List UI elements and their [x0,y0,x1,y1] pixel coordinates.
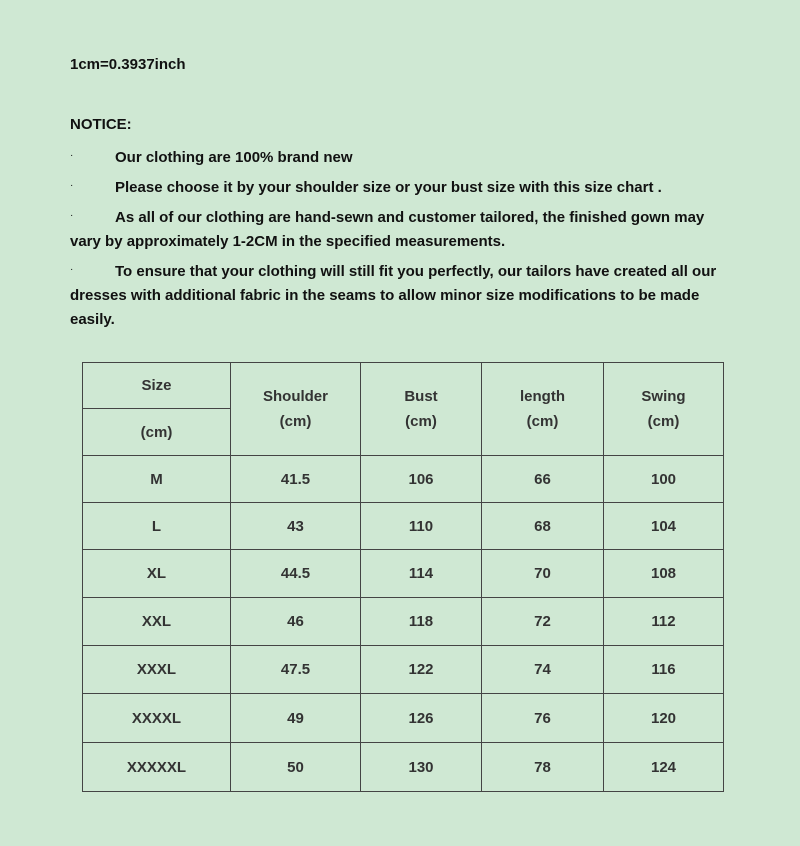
notice-item-text: Please choose it by your shoulder size or your bust size with this size chart . [115,179,662,196]
cell-shoulder: 50 [231,743,361,792]
table-row [83,646,724,694]
header-swing-label: Swing [641,388,686,405]
cell-length: 68 [482,503,604,550]
notice-list [70,146,735,338]
cell-length: 74 [482,646,604,694]
header-bust-label: Bust [404,388,438,405]
cell-swing: 116 [604,646,724,694]
table-row [83,550,724,598]
table-row [83,503,724,550]
cell-bust: 122 [361,646,482,694]
header-length-unit: (cm) [526,413,559,430]
cell-swing: 100 [604,456,724,503]
table-row [83,743,724,792]
header-shoulder [231,363,361,456]
cell-length: 70 [482,550,604,598]
header-bust [361,363,482,456]
notice-item-text: As all of our clothing are hand-sewn and customer tailored, the finished gown may vary by approximately 1-2CM in the specified measurements. [70,209,705,250]
cell-shoulder: 43 [231,503,361,550]
cell-length: 72 [482,598,604,646]
cell-bust: 130 [361,743,482,792]
cell-shoulder: 44.5 [231,550,361,598]
notice-item-text: Our clothing are 100% brand new [115,149,353,166]
notice-item [70,260,735,332]
notice-title: NOTICE: [70,116,132,133]
table-row [83,694,724,743]
cell-size: L [83,503,231,550]
bullet-mark: · [70,150,74,161]
cell-bust: 118 [361,598,482,646]
cell-swing: 112 [604,598,724,646]
header-length-label: length [520,388,565,405]
header-bust-unit: (cm) [405,413,437,430]
cell-shoulder: 47.5 [231,646,361,694]
header-swing [604,363,724,456]
cell-size: XL [83,550,231,598]
cell-size: XXXXXL [83,743,231,792]
cell-size: XXXL [83,646,231,694]
unit-conversion-note: 1cm=0.3937inch [70,56,186,73]
bullet-mark: · [70,264,74,275]
header-size: Size [83,363,231,409]
notice-item [70,146,735,170]
header-length [482,363,604,456]
cell-size: XXXXL [83,694,231,743]
cell-swing: 120 [604,694,724,743]
cell-shoulder: 46 [231,598,361,646]
cell-swing: 104 [604,503,724,550]
cell-bust: 110 [361,503,482,550]
header-shoulder-label: Shoulder [262,388,328,405]
cell-size: M [83,456,231,503]
cell-swing: 124 [604,743,724,792]
cell-length: 78 [482,743,604,792]
cell-shoulder: 41.5 [231,456,361,503]
size-chart-table [82,362,724,792]
cell-length: 76 [482,694,604,743]
notice-item [70,176,735,200]
notice-item [70,206,735,254]
cell-size: XXL [83,598,231,646]
notice-item-text: To ensure that your clothing will still fit you perfectly, our tailors have created all our dresses with additional fabric in the seams to allow minor size modifications to be made easily. [70,263,717,328]
table-header-row [83,363,724,409]
bullet-mark: · [70,180,74,191]
cell-shoulder: 49 [231,694,361,743]
cell-length: 66 [482,456,604,503]
header-size-unit: (cm) [83,409,231,456]
cell-swing: 108 [604,550,724,598]
cell-bust: 114 [361,550,482,598]
cell-bust: 126 [361,694,482,743]
table-row [83,598,724,646]
header-swing-unit: (cm) [647,413,680,430]
cell-bust: 106 [361,456,482,503]
header-shoulder-unit: (cm) [279,413,312,430]
table-row [83,456,724,503]
bullet-mark: · [70,210,74,221]
